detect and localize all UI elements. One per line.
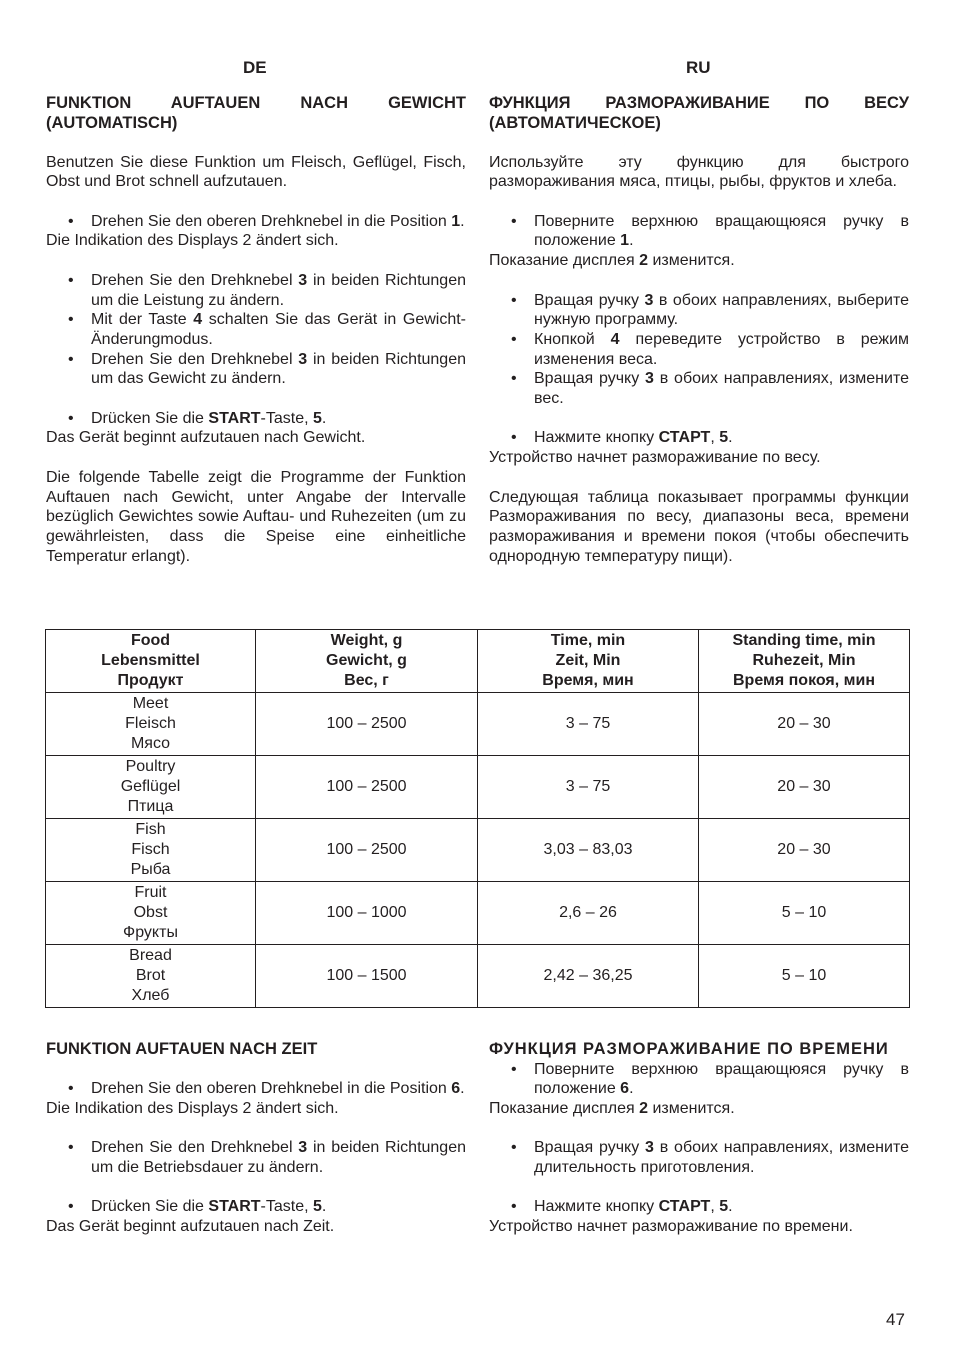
header-food: Food Lebensmittel Продукт [46, 630, 256, 693]
ru-time-step-position: • Поверните верхнюю вращающюяся ручку в положение 6. [489, 1060, 909, 1099]
de-time-steps-1 [46, 1079, 466, 1099]
weight-cell: 100 – 1500 [256, 945, 478, 1008]
defrost-table [45, 629, 910, 1008]
de-time-step-start: • Drücken Sie die START-Taste, 5. [46, 1197, 466, 1217]
time-cell: 3 – 75 [478, 693, 699, 756]
de-time-steps-3 [46, 1197, 466, 1217]
de-time-step-position: • Drehen Sie den oberen Drehknebel in die Position 6. [46, 1079, 466, 1099]
standing-cell: 5 – 10 [699, 882, 910, 945]
ru-steps-1 [489, 212, 909, 251]
ru-start-note: Устройство начнет размораживание по весу. [489, 449, 821, 467]
food-cell: Fish Fisch Рыба [46, 819, 256, 882]
table-row [46, 945, 910, 1008]
ru-steps-3 [489, 428, 909, 448]
food-cell: Meet Fleisch Мясо [46, 693, 256, 756]
ru-title-time: ФУНКЦИЯ РАЗМОРАЖИВАНИЕ ПО ВРЕМЕНИ [489, 1040, 889, 1058]
de-steps-2 [46, 271, 466, 389]
table-row [46, 693, 910, 756]
de-header: DE [243, 58, 267, 77]
ru-time-steps-2 [489, 1138, 909, 1177]
ru-time-steps-3 [489, 1197, 909, 1217]
ru-intro: Используйте эту функцию для быстрого размораживания мяса, птицы, рыбы, фруктов и хлеба. [489, 153, 909, 191]
ru-step-start: • Нажмите кнопку СТАРТ, 5. [489, 428, 909, 448]
ru-step-weight-mode: • Кнопкой 4 переведите устройство в режим изменения веса. [489, 330, 909, 369]
ru-header: RU [686, 58, 711, 77]
page-number: 47 [886, 1310, 905, 1329]
weight-cell: 100 – 2500 [256, 819, 478, 882]
de-steps-3 [46, 409, 466, 429]
weight-cell: 100 – 2500 [256, 756, 478, 819]
ru-step-weight: • Вращая ручку 3 в обоих направлениях, измените вес. [489, 369, 909, 408]
de-step-start: • Drücken Sie die START-Taste, 5. [46, 409, 466, 429]
de-intro: Benutzen Sie diese Funktion um Fleisch, Geflügel, Fisch, Obst und Brot schnell aufzutauen. [46, 153, 466, 191]
food-cell: Bread Brot Хлеб [46, 945, 256, 1008]
time-cell: 3,03 – 83,03 [478, 819, 699, 882]
ru-section-time [489, 1040, 909, 1237]
ru-time-display-note: Показание дисплея 2 изменится. [489, 1099, 735, 1117]
ru-time-steps-1 [489, 1060, 909, 1099]
de-section-time [46, 1040, 466, 1237]
food-cell: Poultry Geflügel Птица [46, 756, 256, 819]
standing-cell: 20 – 30 [699, 819, 910, 882]
ru-time-step-duration: • Вращая ручку 3 в обоих направлениях, измените длительность приготовления. [489, 1138, 909, 1177]
time-cell: 2,6 – 26 [478, 882, 699, 945]
de-time-display-note: Die Indikation des Displays 2 ändert sich. [46, 1099, 339, 1117]
de-step-weight-mode: • Mit der Taste 4 schalten Sie das Gerät in Gewicht-Änderungmodus. [46, 310, 466, 349]
de-time-start-note: Das Gerät beginnt aufzutauen nach Zeit. [46, 1218, 335, 1236]
de-step-knob-position: • Drehen Sie den oberen Drehknebel in die Position 1. [46, 212, 466, 232]
ru-time-step-start: • Нажмите кнопку СТАРТ, 5. [489, 1197, 909, 1217]
ru-table-intro: Следующая таблица показывает программы функции Размораживания по весу, диапазоны веса, времени размораживания и времени покоя (чтобы обеспечить однородную температуру пищи). [489, 488, 909, 565]
table-header-row [46, 630, 910, 693]
de-title-weight: FUNKTION AUFTAUEN NACH GEWICHT (AUTOMATISCH) [46, 94, 466, 132]
standing-cell: 20 – 30 [699, 756, 910, 819]
ru-step-program: • Вращая ручку 3 в обоих направлениях, выберите нужную программу. [489, 291, 909, 330]
de-start-note: Das Gerät beginnt aufzutauen nach Gewicht. [46, 429, 366, 447]
food-cell: Fruit Obst Фрукты [46, 882, 256, 945]
table-row [46, 882, 910, 945]
de-table-intro: Die folgende Tabelle zeigt die Programme der Funktion Auftauen nach Gewicht, unter Angabe der Intervalle bezüglich Gewichtes sowie Auftau- und Ruhezeiten (um zu gewährleisten, dass die Speise eine einheitliche Temperatur erlangt). [46, 468, 466, 565]
ru-section-weight [489, 94, 909, 566]
ru-time-start-note: Устройство начнет размораживание по времени. [489, 1218, 853, 1236]
de-section-weight [46, 94, 466, 566]
ru-steps-2 [489, 291, 909, 409]
de-steps-1 [46, 212, 466, 232]
ru-step-knob-position: • Поверните верхнюю вращающюяся ручку в положение 1. [489, 212, 909, 251]
ru-display-note: Показание дисплея 2 изменится. [489, 252, 735, 270]
ru-title-weight: ФУНКЦИЯ РАЗМОРАЖИВАНИЕ ПО ВЕСУ (АВТОМАТИЧЕСКОЕ) [489, 94, 909, 132]
weight-cell: 100 – 2500 [256, 693, 478, 756]
table-row [46, 756, 910, 819]
table-row [46, 819, 910, 882]
time-cell: 2,42 – 36,25 [478, 945, 699, 1008]
weight-cell: 100 – 1000 [256, 882, 478, 945]
standing-cell: 20 – 30 [699, 693, 910, 756]
standing-cell: 5 – 10 [699, 945, 910, 1008]
header-weight: Weight, g Gewicht, g Вес, г [256, 630, 478, 693]
de-time-steps-2 [46, 1138, 466, 1177]
de-time-step-duration: • Drehen Sie den Drehknebel 3 in beiden Richtungen um die Betriebsdauer zu ändern. [46, 1138, 466, 1177]
header-standing: Standing time, min Ruhezeit, Min Время покоя, мин [699, 630, 910, 693]
de-step-weight: • Drehen Sie den Drehknebel 3 in beiden Richtungen um das Gewicht zu ändern. [46, 350, 466, 389]
de-title-time: FUNKTION AUFTAUEN NACH ZEIT [46, 1040, 318, 1058]
de-display-note: Die Indikation des Displays 2 ändert sich. [46, 232, 339, 250]
de-step-power: • Drehen Sie den Drehknebel 3 in beiden Richtungen um die Leistung zu ändern. [46, 271, 466, 310]
header-time: Time, min Zeit, Min Время, мин [478, 630, 699, 693]
time-cell: 3 – 75 [478, 756, 699, 819]
